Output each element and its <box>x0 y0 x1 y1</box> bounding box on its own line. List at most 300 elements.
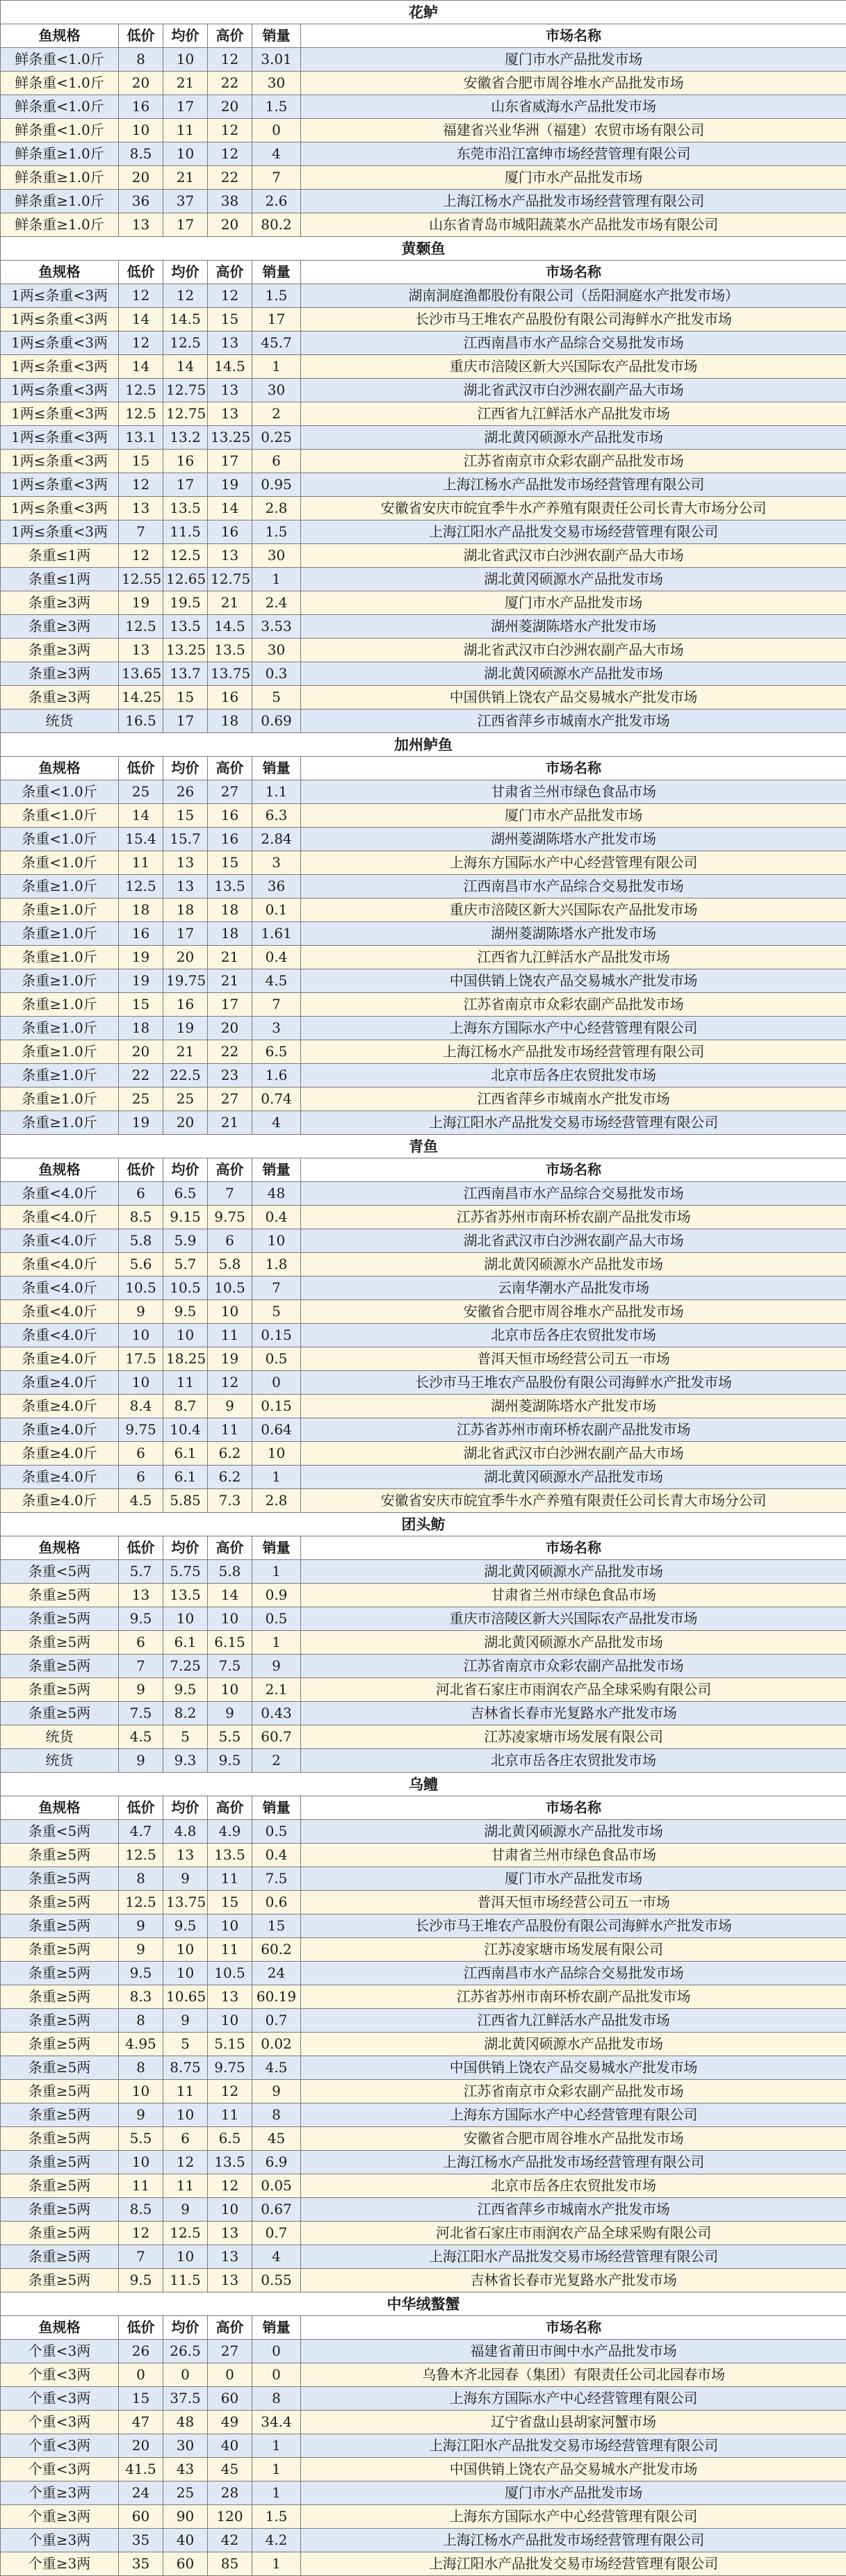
section-title: 团头鲂 <box>1 1513 846 1536</box>
cell-volume: 6 <box>252 450 301 473</box>
cell-avg: 5.7 <box>163 1253 208 1277</box>
cell-volume: 9 <box>252 1655 301 1678</box>
cell-high: 7 <box>208 1182 252 1206</box>
cell-market: 上海江阳水产品批发交易市场经营管理有限公司 <box>301 520 846 544</box>
cell-volume: 9 <box>252 2080 301 2103</box>
cell-market: 安徽省合肥市周谷堆水产品批发市场 <box>301 2127 846 2151</box>
cell-volume: 0.64 <box>252 1418 301 1442</box>
cell-low: 19 <box>119 969 163 993</box>
cell-avg: 30 <box>163 2434 208 2458</box>
table-row <box>1 190 846 213</box>
cell-low: 14 <box>119 355 163 379</box>
cell-market: 重庆市涪陵区新大兴国际农产品批发市场 <box>301 355 846 379</box>
section-title: 乌鳢 <box>1 1773 846 1796</box>
cell-avg: 6.5 <box>163 1182 208 1206</box>
cell-low: 36 <box>119 190 163 213</box>
column-header-spec: 鱼规格 <box>1 2316 119 2340</box>
cell-spec: 条重≥1.0斤 <box>1 1064 119 1088</box>
section-title: 黄颡鱼 <box>1 237 846 261</box>
cell-spec: 个重≥3两 <box>1 2529 119 2552</box>
cell-spec: 条重≥4.0斤 <box>1 1466 119 1489</box>
cell-spec: 1两≤条重<3两 <box>1 379 119 402</box>
cell-market: 普洱天恒市场经营公司五一市场 <box>301 1347 846 1371</box>
cell-avg: 11 <box>163 2080 208 2103</box>
table-row <box>1 804 846 828</box>
section-title-row <box>1 1 846 24</box>
cell-spec: 鲜条重≥1.0斤 <box>1 213 119 237</box>
cell-avg: 21 <box>163 166 208 190</box>
column-header-low: 低价 <box>119 2316 163 2340</box>
section-title-row <box>1 2292 846 2316</box>
cell-volume: 0.5 <box>252 1820 301 1844</box>
cell-market: 江西南昌市水产品综合交易批发市场 <box>301 1182 846 1206</box>
cell-avg: 40 <box>163 2529 208 2552</box>
cell-high: 28 <box>208 2481 252 2505</box>
cell-high: 10 <box>208 1300 252 1324</box>
column-header-high: 高价 <box>208 2316 252 2340</box>
cell-spec: 条重<5两 <box>1 1820 119 1844</box>
table-row <box>1 2529 846 2552</box>
cell-avg: 10 <box>163 1607 208 1631</box>
cell-market: 东莞市沿江富绅市场经营管理有限公司 <box>301 142 846 166</box>
table-row <box>1 2434 846 2458</box>
cell-avg: 13 <box>163 875 208 899</box>
cell-spec: 1两≤条重<3两 <box>1 355 119 379</box>
cell-low: 9.5 <box>119 1607 163 1631</box>
cell-market: 中国供销上饶农产品交易城水产批发市场 <box>301 686 846 709</box>
cell-low: 10 <box>119 1324 163 1347</box>
cell-low: 12.5 <box>119 402 163 426</box>
cell-high: 27 <box>208 780 252 804</box>
cell-spec: 个重<3两 <box>1 2458 119 2481</box>
cell-market: 湖北黄冈硕源水产品批发市场 <box>301 1631 846 1655</box>
cell-spec: 条重<4.0斤 <box>1 1324 119 1347</box>
cell-high: 10 <box>208 1678 252 1702</box>
cell-high: 6.2 <box>208 1466 252 1489</box>
cell-volume: 0.67 <box>252 2198 301 2222</box>
cell-avg: 26.5 <box>163 2340 208 2363</box>
cell-high: 11 <box>208 1938 252 1962</box>
cell-high: 19 <box>208 1347 252 1371</box>
cell-volume: 0.05 <box>252 2174 301 2198</box>
cell-volume: 0 <box>252 2340 301 2363</box>
cell-volume: 0 <box>252 119 301 142</box>
cell-market: 江苏省南京市众彩农副产品批发市场 <box>301 2080 846 2103</box>
table-row <box>1 2363 846 2387</box>
cell-market: 北京市岳各庄农贸批发市场 <box>301 1324 846 1347</box>
cell-avg: 18.25 <box>163 1347 208 1371</box>
cell-avg: 21 <box>163 72 208 95</box>
cell-high: 15 <box>208 1891 252 1914</box>
cell-spec: 条重≥5两 <box>1 1584 119 1607</box>
cell-avg: 12.5 <box>163 331 208 355</box>
table-row <box>1 1725 846 1749</box>
cell-high: 7.5 <box>208 1655 252 1678</box>
cell-volume: 2 <box>252 402 301 426</box>
cell-market: 重庆市涪陵区新大兴国际农产品批发市场 <box>301 899 846 922</box>
cell-low: 25 <box>119 780 163 804</box>
cell-spec: 1两≤条重<3两 <box>1 497 119 520</box>
table-row <box>1 1867 846 1891</box>
cell-low: 8.5 <box>119 2198 163 2222</box>
table-row <box>1 1324 846 1347</box>
cell-market: 上海江阳水产品批发交易市场经营管理有限公司 <box>301 2245 846 2269</box>
cell-high: 11 <box>208 2103 252 2127</box>
cell-volume: 15 <box>252 1914 301 1938</box>
cell-spec: 条重≥4.0斤 <box>1 1395 119 1418</box>
cell-avg: 10 <box>163 1938 208 1962</box>
cell-avg: 13.25 <box>163 639 208 662</box>
cell-avg: 9.5 <box>163 1914 208 1938</box>
cell-spec: 条重≥1.0斤 <box>1 899 119 922</box>
column-header-market: 市场名称 <box>301 757 846 780</box>
table-row <box>1 308 846 331</box>
table-row <box>1 1914 846 1938</box>
cell-avg: 10 <box>163 2245 208 2269</box>
cell-spec: 条重≥5两 <box>1 2033 119 2056</box>
cell-high: 12 <box>208 1371 252 1395</box>
cell-spec: 条重≥5两 <box>1 2269 119 2292</box>
cell-spec: 条重≥1.0斤 <box>1 1040 119 1064</box>
cell-spec: 条重≥1.0斤 <box>1 1111 119 1135</box>
table-row <box>1 662 846 686</box>
cell-market: 江西省九江鲜活水产品批发市场 <box>301 946 846 969</box>
cell-low: 10 <box>119 1371 163 1395</box>
cell-market: 北京市岳各庄农贸批发市场 <box>301 1749 846 1773</box>
cell-high: 10 <box>208 1607 252 1631</box>
cell-market: 江西南昌市水产品综合交易批发市场 <box>301 1962 846 1985</box>
cell-volume: 0.15 <box>252 1395 301 1418</box>
cell-market: 江苏省苏州市南环桥农副产品批发市场 <box>301 1418 846 1442</box>
cell-low: 12 <box>119 331 163 355</box>
cell-market: 上海东方国际水产中心经营管理有限公司 <box>301 851 846 875</box>
table-row <box>1 1489 846 1513</box>
cell-avg: 25 <box>163 1088 208 1111</box>
cell-spec: 鲜条重≥1.0斤 <box>1 142 119 166</box>
cell-spec: 条重≥3两 <box>1 639 119 662</box>
cell-high: 14 <box>208 1584 252 1607</box>
column-header-market: 市场名称 <box>301 1796 846 1820</box>
column-header-spec: 鱼规格 <box>1 24 119 48</box>
cell-market: 乌鲁木齐北园春（集团）有限责任公司北园春市场 <box>301 2363 846 2387</box>
cell-volume: 30 <box>252 379 301 402</box>
cell-low: 16 <box>119 922 163 946</box>
cell-avg: 37.5 <box>163 2387 208 2411</box>
cell-low: 35 <box>119 2529 163 2552</box>
cell-market: 福建省兴业华洲（福建）农贸市场有限公司 <box>301 119 846 142</box>
table-row <box>1 1229 846 1253</box>
cell-market: 湖北黄冈硕源水产品批发市场 <box>301 1253 846 1277</box>
cell-avg: 14.5 <box>163 308 208 331</box>
cell-market: 上海东方国际水产中心经营管理有限公司 <box>301 2505 846 2529</box>
cell-avg: 17 <box>163 922 208 946</box>
column-header-row <box>1 261 846 284</box>
table-row <box>1 2174 846 2198</box>
cell-spec: 条重≥5两 <box>1 1985 119 2009</box>
cell-market: 长沙市马王堆农产品股份有限公司海鲜水产批发市场 <box>301 1914 846 1938</box>
cell-high: 13 <box>208 2222 252 2245</box>
cell-spec: 条重≥3两 <box>1 615 119 639</box>
cell-low: 13 <box>119 497 163 520</box>
column-header-row <box>1 1158 846 1182</box>
cell-high: 20 <box>208 95 252 119</box>
column-header-spec: 鱼规格 <box>1 757 119 780</box>
cell-market: 厦门市水产品批发市场 <box>301 166 846 190</box>
cell-avg: 4.8 <box>163 1820 208 1844</box>
table-row <box>1 1111 846 1135</box>
cell-spec: 条重≤1两 <box>1 544 119 568</box>
cell-spec: 条重≥5两 <box>1 1844 119 1867</box>
cell-avg: 10 <box>163 142 208 166</box>
cell-spec: 条重<4.0斤 <box>1 1277 119 1300</box>
cell-spec: 鲜条重≥1.0斤 <box>1 166 119 190</box>
cell-spec: 条重≥3两 <box>1 662 119 686</box>
table-row <box>1 1347 846 1371</box>
cell-market: 上海东方国际水产中心经营管理有限公司 <box>301 2387 846 2411</box>
cell-volume: 0.95 <box>252 473 301 497</box>
cell-high: 22 <box>208 1040 252 1064</box>
cell-spec: 条重≥1.0斤 <box>1 946 119 969</box>
cell-low: 10 <box>119 119 163 142</box>
cell-high: 15 <box>208 308 252 331</box>
cell-avg: 11 <box>163 119 208 142</box>
cell-volume: 7.5 <box>252 1867 301 1891</box>
cell-low: 19 <box>119 1111 163 1135</box>
cell-market: 湖州菱湖陈塔水产批发市场 <box>301 1395 846 1418</box>
table-row <box>1 2127 846 2151</box>
table-row <box>1 2245 846 2269</box>
cell-market: 江苏省南京市众彩农副产品批发市场 <box>301 1655 846 1678</box>
cell-spec: 条重<4.0斤 <box>1 1253 119 1277</box>
cell-volume: 30 <box>252 639 301 662</box>
cell-high: 16 <box>208 520 252 544</box>
cell-high: 18 <box>208 709 252 733</box>
cell-high: 17 <box>208 450 252 473</box>
cell-high: 16 <box>208 686 252 709</box>
column-header-avg: 均价 <box>163 1158 208 1182</box>
column-header-high: 高价 <box>208 261 252 284</box>
cell-market: 北京市岳各庄农贸批发市场 <box>301 1064 846 1088</box>
column-header-high: 高价 <box>208 1536 252 1560</box>
table-row <box>1 615 846 639</box>
cell-spec: 条重<4.0斤 <box>1 1182 119 1206</box>
cell-low: 9.5 <box>119 2269 163 2292</box>
cell-avg: 19.75 <box>163 969 208 993</box>
cell-market: 江西南昌市水产品综合交易批发市场 <box>301 875 846 899</box>
cell-volume: 36 <box>252 875 301 899</box>
cell-spec: 1两≤条重<3两 <box>1 450 119 473</box>
table-row <box>1 1418 846 1442</box>
cell-avg: 11.5 <box>163 520 208 544</box>
table-row <box>1 379 846 402</box>
cell-high: 18 <box>208 899 252 922</box>
cell-market: 湖北黄冈硕源水产品批发市场 <box>301 1560 846 1584</box>
cell-market: 厦门市水产品批发市场 <box>301 804 846 828</box>
cell-low: 8.5 <box>119 142 163 166</box>
cell-spec: 条重≥5两 <box>1 1891 119 1914</box>
cell-high: 13 <box>208 2245 252 2269</box>
cell-volume: 0.4 <box>252 1206 301 1229</box>
cell-low: 14 <box>119 308 163 331</box>
cell-volume: 1 <box>252 1631 301 1655</box>
cell-volume: 4.2 <box>252 2529 301 2552</box>
table-row <box>1 1371 846 1395</box>
cell-volume: 2.8 <box>252 497 301 520</box>
cell-avg: 13.7 <box>163 662 208 686</box>
cell-high: 10 <box>208 2198 252 2222</box>
cell-low: 12 <box>119 284 163 308</box>
table-row <box>1 851 846 875</box>
table-row <box>1 1655 846 1678</box>
cell-spec: 条重≥5两 <box>1 1867 119 1891</box>
column-header-volume: 销量 <box>252 24 301 48</box>
cell-high: 12 <box>208 284 252 308</box>
cell-market: 江西省九江鲜活水产品批发市场 <box>301 2009 846 2033</box>
table-row <box>1 284 846 308</box>
column-header-high: 高价 <box>208 1158 252 1182</box>
cell-high: 6.5 <box>208 2127 252 2151</box>
section-title: 中华绒螯蟹 <box>1 2292 846 2316</box>
cell-high: 22 <box>208 72 252 95</box>
cell-avg: 6.1 <box>163 1631 208 1655</box>
cell-avg: 10.5 <box>163 1277 208 1300</box>
cell-volume: 60.2 <box>252 1938 301 1962</box>
cell-volume: 1 <box>252 355 301 379</box>
cell-market: 云南华潮水产品批发市场 <box>301 1277 846 1300</box>
cell-spec: 条重≥5两 <box>1 1702 119 1725</box>
table-row <box>1 780 846 804</box>
cell-avg: 9 <box>163 2198 208 2222</box>
cell-spec: 条重≥3两 <box>1 591 119 615</box>
column-header-low: 低价 <box>119 1796 163 1820</box>
cell-avg: 9 <box>163 2009 208 2033</box>
cell-low: 20 <box>119 166 163 190</box>
cell-market: 厦门市水产品批发市场 <box>301 1867 846 1891</box>
cell-low: 9 <box>119 1938 163 1962</box>
cell-market: 辽宁省盘山县胡家河蟹市场 <box>301 2411 846 2434</box>
cell-market: 中国供销上饶农产品交易城水产批发市场 <box>301 969 846 993</box>
cell-spec: 条重<1.0斤 <box>1 780 119 804</box>
cell-avg: 5 <box>163 1725 208 1749</box>
cell-avg: 13.75 <box>163 1891 208 1914</box>
table-row <box>1 355 846 379</box>
table-row <box>1 591 846 615</box>
cell-low: 12.5 <box>119 1844 163 1867</box>
cell-volume: 0.5 <box>252 1607 301 1631</box>
cell-market: 上海江阳水产品批发交易市场经营管理有限公司 <box>301 2434 846 2458</box>
table-row <box>1 922 846 946</box>
cell-avg: 13.5 <box>163 1584 208 1607</box>
cell-avg: 20 <box>163 1111 208 1135</box>
cell-avg: 9.5 <box>163 1678 208 1702</box>
cell-volume: 1.5 <box>252 2505 301 2529</box>
cell-avg: 15.7 <box>163 828 208 851</box>
cell-volume: 4.5 <box>252 969 301 993</box>
cell-spec: 个重≥3两 <box>1 2481 119 2505</box>
cell-low: 12 <box>119 473 163 497</box>
cell-volume: 0.5 <box>252 1347 301 1371</box>
cell-market: 重庆市涪陵区新大兴国际农产品批发市场 <box>301 1607 846 1631</box>
column-header-row <box>1 757 846 780</box>
table-row <box>1 1631 846 1655</box>
cell-high: 13 <box>208 544 252 568</box>
cell-volume: 0 <box>252 2363 301 2387</box>
cell-volume: 0.74 <box>252 1088 301 1111</box>
cell-high: 21 <box>208 591 252 615</box>
cell-low: 20 <box>119 72 163 95</box>
cell-high: 16 <box>208 804 252 828</box>
cell-avg: 48 <box>163 2411 208 2434</box>
cell-volume: 1 <box>252 2434 301 2458</box>
cell-market: 湖北省武汉市白沙洲农副产品大市场 <box>301 379 846 402</box>
table-row <box>1 568 846 591</box>
cell-high: 17 <box>208 993 252 1017</box>
cell-volume: 1 <box>252 1466 301 1489</box>
cell-market: 湖北黄冈硕源水产品批发市场 <box>301 426 846 450</box>
cell-high: 11 <box>208 1867 252 1891</box>
cell-high: 10 <box>208 2009 252 2033</box>
cell-spec: 鲜条重<1.0斤 <box>1 48 119 72</box>
cell-low: 20 <box>119 1040 163 1064</box>
table-row <box>1 1017 846 1040</box>
cell-avg: 9.15 <box>163 1206 208 1229</box>
cell-volume: 3.53 <box>252 615 301 639</box>
column-header-avg: 均价 <box>163 1536 208 1560</box>
section-title-row <box>1 1513 846 1536</box>
cell-high: 13.5 <box>208 1844 252 1867</box>
column-header-low: 低价 <box>119 1536 163 1560</box>
cell-low: 22 <box>119 1064 163 1088</box>
cell-high: 12 <box>208 119 252 142</box>
cell-avg: 17 <box>163 473 208 497</box>
cell-avg: 20 <box>163 946 208 969</box>
cell-high: 5.8 <box>208 1560 252 1584</box>
cell-low: 11 <box>119 851 163 875</box>
table-row <box>1 1088 846 1111</box>
cell-market: 吉林省长春市光复路水产批发市场 <box>301 1702 846 1725</box>
cell-spec: 条重≥1.0斤 <box>1 875 119 899</box>
cell-high: 18 <box>208 922 252 946</box>
cell-low: 15 <box>119 993 163 1017</box>
cell-avg: 60 <box>163 2552 208 2576</box>
cell-avg: 8.7 <box>163 1395 208 1418</box>
cell-market: 湖北省武汉市白沙洲农副产品大市场 <box>301 639 846 662</box>
cell-spec: 条重≥5两 <box>1 2056 119 2080</box>
table-row <box>1 1206 846 1229</box>
table-row <box>1 72 846 95</box>
table-row <box>1 166 846 190</box>
cell-volume: 60.7 <box>252 1725 301 1749</box>
cell-market: 安徽省合肥市周谷堆水产品批发市场 <box>301 1300 846 1324</box>
cell-avg: 19 <box>163 1017 208 1040</box>
table-row <box>1 686 846 709</box>
cell-spec: 个重≥3两 <box>1 2552 119 2576</box>
table-row <box>1 2198 846 2222</box>
table-row <box>1 946 846 969</box>
cell-low: 9 <box>119 1678 163 1702</box>
table-row <box>1 1040 846 1064</box>
cell-low: 15 <box>119 2387 163 2411</box>
cell-spec: 1两≤条重<3两 <box>1 520 119 544</box>
cell-market: 江苏凌家塘市场发展有限公司 <box>301 1725 846 1749</box>
cell-spec: 个重≥3两 <box>1 2505 119 2529</box>
table-row <box>1 899 846 922</box>
table-row <box>1 1277 846 1300</box>
cell-market: 上海江阳水产品批发交易市场经营管理有限公司 <box>301 1111 846 1135</box>
cell-volume: 0.02 <box>252 2033 301 2056</box>
cell-avg: 13.5 <box>163 497 208 520</box>
cell-volume: 0.4 <box>252 946 301 969</box>
